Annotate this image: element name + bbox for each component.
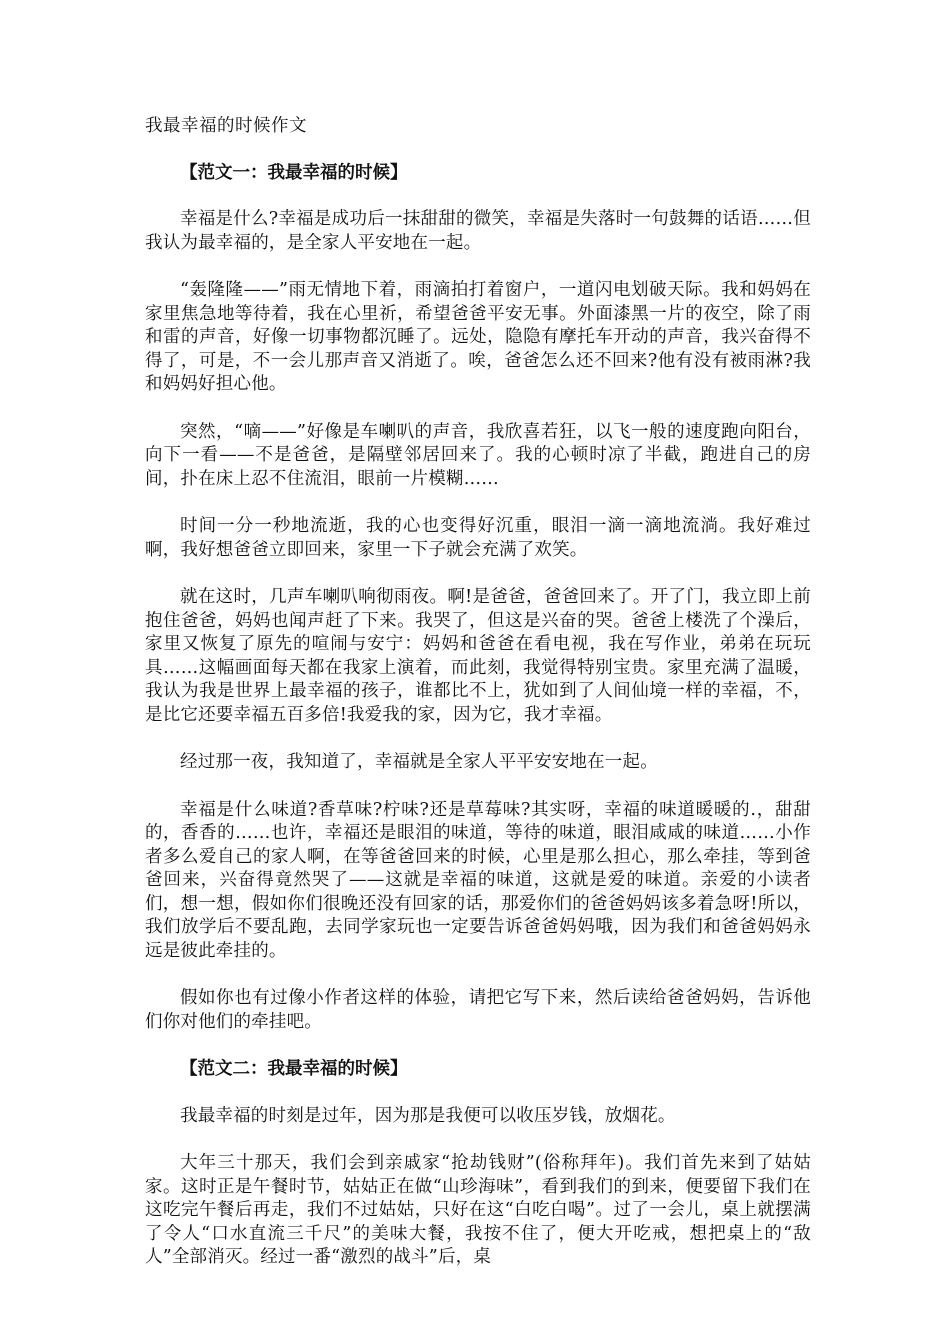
section1-paragraph: 就在这时，几声车喇叭响彻雨夜。啊!是爸爸，爸爸回来了。开了门，我立即上前抱住爸爸，妈妈也闻声赶了下来。我哭了，但这是兴奋的哭。爸爸上楼洗了个澡后，家里又恢复了原先的喧闹与安宁：妈妈和爸爸在看电视，我在写作业，弟弟在玩玩具……这幅画面每天都在我家上演着，而此刻，我觉得特别宝贵。家里充满了温暖，我认为我是世界上最幸福的孩子，谁都比不上，犹如到了人间仙境一样的幸福，不，是比它还要幸福五百多倍!我爱我的家，因为它，我才幸福。: [145, 587, 811, 725]
section1-paragraph: 时间一分一秒地流逝，我的心也变得好沉重，眼泪一滴一滴地流淌。我好难过啊，我好想爸爸立即回来，家里一下子就会充满了欢笑。: [145, 516, 811, 560]
document-title: 我最幸福的时候作文: [145, 116, 307, 136]
section2-heading: 【范文二：我最幸福的时候】: [180, 1059, 408, 1079]
section1-paragraph: 经过那一夜，我知道了，幸福就是全家人平平安安地在一起。: [180, 752, 658, 772]
section1-paragraph: 假如你也有过像小作者这样的体验，请把它写下来，然后读给爸爸妈妈，告诉他们你对他们的牵挂吧。: [145, 988, 811, 1032]
section2-paragraph: 大年三十那天，我们会到亲戚家“抢劫钱财”(俗称拜年)。我们首先来到了姑姑家。这时正是午餐时节，姑姑正在做“山珍海味”，看到我们的到来，便要留下我们在这吃完午餐后再走，我们不过姑姑，只好在这“白吃白喝”。过了一会儿，桌上就摆满了令人“口水直流三千尺”的美味大餐，我按不住了，便大开吃戒，想把桌上的“敌人”全部消灭。经过一番“激烈的战斗”后，桌: [145, 1153, 811, 1267]
section1-paragraph: “轰隆隆——”雨无情地下着，雨滴拍打着窗户，一道闪电划破天际。我和妈妈在家里焦急地等待着，我在心里祈，希望爸爸平安无事。外面漆黑一片的夜空，除了雨和雷的声音，好像一切事物都沉睡了。远处，隐隐有摩托车开动的声音，我兴奋得不得了，可是，不一会儿那声音又消逝了。唉，爸爸怎么还不回来?他有没有被雨淋?我和妈妈好担心他。: [145, 280, 811, 394]
section1-paragraph: 幸福是什么?幸福是成功后一抹甜甜的微笑，幸福是失落时一句鼓舞的话语……但我认为最幸福的，是全家人平安地在一起。: [145, 209, 811, 253]
document-body: [145, 115, 811, 1270]
section1-paragraph: 幸福是什么味道?香草味?柠味?还是草莓味?其实呀，幸福的味道暖暖的.，甜甜的，香香的……也许，幸福还是眼泪的味道，等待的味道，眼泪咸咸的味道……小作者多么爱自己的家人啊，在等爸爸回来的时候，心里是那么担心，那么牵挂，等到爸爸回来，兴奋得竟然哭了——这就是幸福的味道，这就是爱的味道。亲爱的小读者们，想一想，假如你们很晚还没有回家的话，那爱你们的爸爸妈妈该多着急呀!所以，我们放学后不要乱跑，去同学家玩也一定要告诉爸爸妈妈哦，因为我们和爸爸妈妈永远是彼此牵挂的。: [145, 799, 811, 961]
section2-paragraph: 我最幸福的时刻是过年，因为那是我便可以收压岁钱，放烟花。: [180, 1105, 676, 1126]
section1-heading: 【范文一：我最幸福的时候】: [180, 162, 408, 183]
section1-paragraph: 突然，“嘀——”好像是车喇叭的声音，我欣喜若狂，以飞一般的速度跑向阳台，向下一看——不是爸爸，是隔壁邻居回来了。我的心顿时凉了半截，跑进自己的房间，扑在床上忍不住流泪，眼前一片模糊……: [145, 421, 811, 489]
